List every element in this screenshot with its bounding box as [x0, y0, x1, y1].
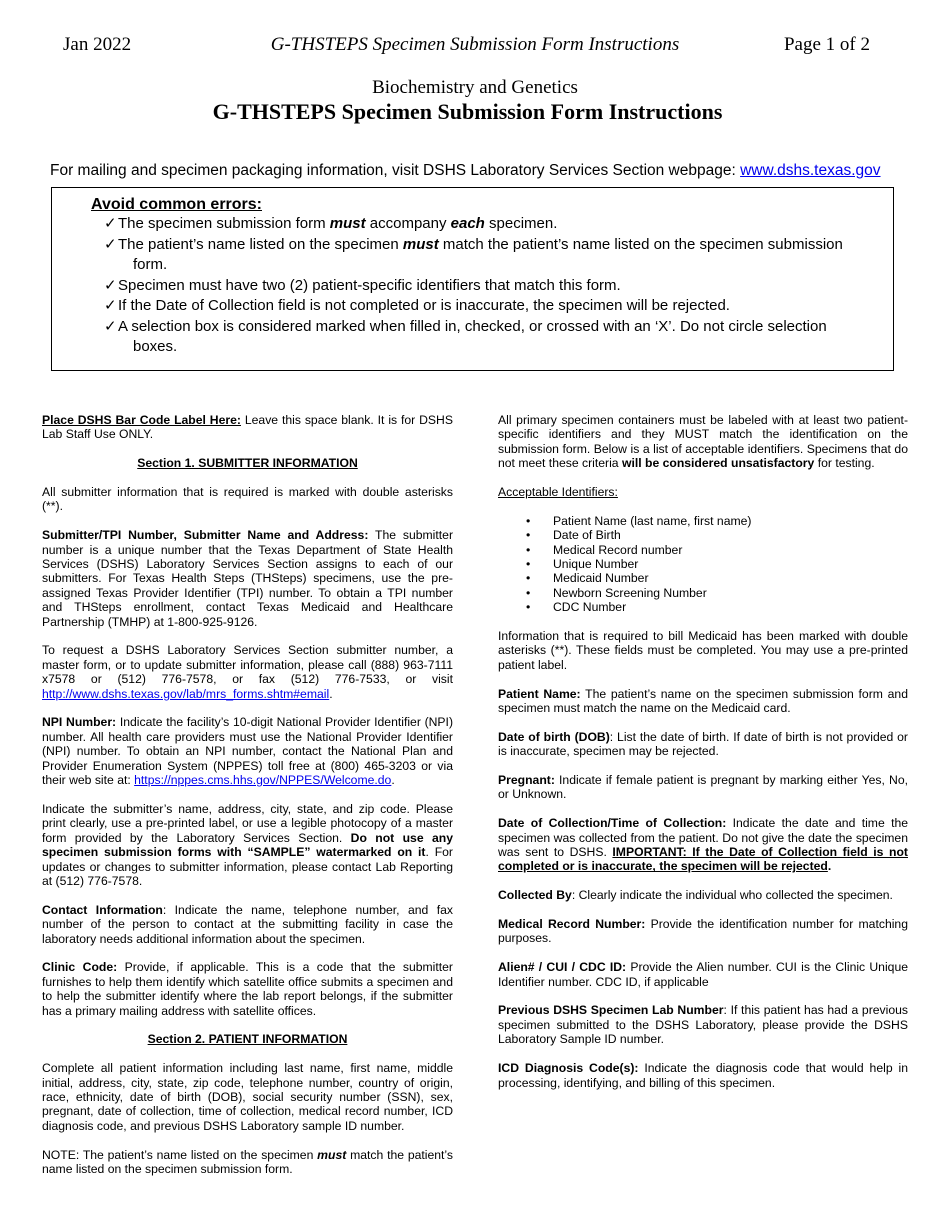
paragraph-text: .: [391, 773, 395, 788]
error-text: The patient’s name listed on the specimen: [118, 235, 403, 253]
tpi-label: Submitter/TPI Number, Submitter Name and Address:: [42, 528, 369, 543]
paragraph-text: for testing.: [814, 456, 875, 471]
paragraph-text: Provide, if applicable. This is a code that the submitter furnishes to help them identify which satellite office submits a specimen and to help the submitter identify where the lab report belongs, if the submitter has a primary mailing address with satellite offices.: [42, 960, 453, 1018]
error-text: Specimen must have two (2) patient-specific identifiers that match this form.: [118, 276, 621, 294]
document-subtitle: Biochemistry and Genetics: [372, 77, 578, 98]
right-column: [498, 413, 908, 1104]
contact-label: Contact Information: [42, 902, 163, 917]
paragraph-text: Leave this space blank. It is for DSHS Lab Staff Use ONLY.: [42, 413, 453, 442]
error-text: If the Date of Collection field is not completed or is inaccurate, the specimen will be rejected.: [118, 297, 730, 314]
paragraph-text: : If this patient has had a previous specimen submitted to the DSHS Laboratory, please provide the DSHS Laboratory Sample ID number.: [498, 1003, 908, 1047]
error-text: specimen.: [484, 215, 558, 232]
checkmark-icon: ✓: [104, 317, 117, 335]
error-item: [104, 214, 883, 235]
error-text: accompany: [365, 215, 451, 232]
previous-specimen-paragraph: [498, 1003, 908, 1046]
required-note: All submitter information that is required is marked with double asterisks (**).: [42, 485, 453, 514]
alien-label: Alien# / CUI / CDC ID:: [498, 960, 627, 975]
common-errors-list: [104, 214, 883, 358]
dob-paragraph: [498, 730, 908, 759]
paragraph-text: All primary specimen containers must be labeled with at least two patient-specific identifiers and they MUST match the identification on the submission form. Below is a list of acceptable identifiers. Specimens that do not meet these criteria: [498, 413, 908, 471]
collection-important: IMPORTANT: If the Date of Collection field is not completed or is inaccurate, the specimen will be rejected: [498, 845, 908, 874]
dob-label: Date of birth (DOB): [498, 729, 610, 744]
header-date: Jan 2022: [63, 34, 132, 55]
patient-name-label: Patient Name:: [498, 686, 581, 701]
header-page-number: Page 1 of 2: [783, 34, 870, 55]
npi-label: NPI Number:: [42, 715, 117, 730]
document-title: G-THSTEPS Specimen Submission Form Instructions: [212, 99, 723, 124]
paragraph-text: Indicate the date and time the specimen was collected from the patient. Do not give the date the specimen was sent to DSHS.: [498, 816, 909, 860]
paragraph-text: The patient’s name on the specimen submission form and specimen must match the name on the Medicaid card.: [498, 686, 908, 716]
collection-label: Date of Collection/Time of Collection:: [498, 816, 727, 831]
sample-warning: Do not use any specimen submission forms with “SAMPLE” watermarked on it: [42, 830, 453, 860]
contact-paragraph: [42, 903, 453, 946]
request-paragraph: [42, 643, 453, 701]
error-item: [104, 296, 883, 317]
paragraph-text: .: [329, 686, 333, 701]
error-item: [104, 276, 883, 297]
error-item: [104, 317, 883, 358]
checkmark-icon: ✓: [104, 215, 117, 232]
error-text: boxes.: [133, 338, 178, 355]
paragraph-text: : Clearly indicate the individual who collected the specimen.: [571, 888, 893, 903]
collection-paragraph: [498, 816, 908, 874]
barcode-label: Place DSHS Bar Code Label Here:: [42, 413, 241, 427]
paragraph-text: : List the date of birth. If date of birth is not provided or is inaccurate, specimen may be rejected.: [498, 729, 908, 759]
error-text: match the patient’s name listed on the specimen submission: [438, 235, 843, 253]
paragraph-text: Provide the identification number for matching purposes.: [498, 917, 908, 946]
paragraph-text: : Indicate the name, telephone number, and fax number of the person to contact at the submitting facility in case the laboratory needs additional information about the specimen.: [42, 902, 453, 946]
acceptable-identifiers-heading: Acceptable Identifiers:: [498, 485, 618, 500]
left-column: [42, 413, 453, 1191]
tpi-paragraph: [42, 528, 453, 629]
mrn-paragraph: [498, 917, 908, 946]
error-item: [104, 235, 883, 276]
section-1-heading: Section 1. SUBMITTER INFORMATION: [137, 456, 358, 471]
checkmark-icon: ✓: [104, 235, 117, 253]
header-title: G-THSTEPS Specimen Submission Form Instructions: [270, 34, 680, 55]
pregnant-paragraph: [498, 773, 908, 802]
barcode-paragraph: [42, 413, 453, 442]
checkmark-icon: ✓: [104, 276, 117, 294]
identifiers-list: [498, 514, 908, 615]
paragraph-text: match the patient’s name listed on the specimen submission form.: [42, 1147, 453, 1176]
paragraph-text: NOTE: The patient’s name listed on the specimen: [42, 1147, 318, 1162]
nppes-link[interactable]: https://nppes.cms.hhs.gov/NPPES/Welcome.do: [134, 773, 392, 788]
npi-paragraph: [42, 715, 453, 787]
dshs-website-link[interactable]: www.dshs.texas.gov: [740, 162, 881, 179]
note-paragraph: [42, 1148, 453, 1177]
section-2-heading: Section 2. PATIENT INFORMATION: [147, 1032, 348, 1047]
list-item: • Newborn Screening Number: [553, 586, 908, 600]
medicaid-paragraph: Information that is required to bill Medicaid has been marked with double asterisks (**). These fields must be completed. You may use a pre-printed patient label.: [498, 629, 908, 672]
unsatisfactory-text: will be considered unsatisfactory: [621, 456, 815, 471]
list-item: • CDC Number: [553, 600, 908, 614]
collected-by-label: Collected By: [498, 888, 572, 903]
collected-by-paragraph: [498, 888, 908, 902]
list-item: • Medicaid Number: [553, 571, 908, 585]
mrs-forms-link[interactable]: http://www.dshs.texas.gov/lab/mrs_forms.shtm#email: [42, 686, 330, 701]
emphasis-text: must: [402, 235, 439, 253]
paragraph-text: .: [827, 859, 832, 874]
paragraph-text: Provide the Alien number. CUI is the Clinic Unique Identifier number. CDC ID, if applicable: [498, 960, 908, 989]
emphasis-text: must: [329, 215, 366, 232]
error-text: form.: [133, 256, 168, 273]
previous-specimen-label: Previous DSHS Specimen Lab Number: [498, 1003, 724, 1018]
list-item: • Patient Name (last name, first name): [553, 514, 908, 528]
complete-info-paragraph: Complete all patient information including last name, first name, middle initial, address, city, state, zip code, telephone number, country of origin, race, ethnicity, date of birth (DOB), social security number (SSN), sex, pregnant, date of collection, time of collection, medical record number, ICD diagnosis code, and previous DSHS Laboratory sample ID number.: [42, 1061, 453, 1133]
pregnant-label: Pregnant:: [498, 773, 555, 788]
mailing-info: [50, 162, 881, 180]
common-errors-heading: Avoid common errors:: [91, 196, 262, 213]
paragraph-text: . For updates or changes to submitter information, please contact Lab Reporting at (512) 776-7578.: [42, 845, 453, 888]
error-text: A selection box is considered marked when filled in, checked, or crossed with an ‘X’. Do not circle selection: [118, 317, 827, 335]
paragraph-text: The submitter number is a unique number that the Texas Department of State Health Services (DSHS) Laboratory Services Section assigns to each of our submitters. For Texas Health Steps (THSteps) specimens, use the pre-assigned Texas Provider Identifier (TPI) number. To obtain a TPI number and THSteps enrollment, contact Texas Medicaid and Healthcare Partnership (TMHP) at 1-800-925-9126.: [42, 528, 454, 629]
emphasis-text: each: [450, 215, 485, 232]
alien-paragraph: [498, 960, 908, 989]
mailing-text: For mailing and specimen packaging information, visit DSHS Laboratory Services Section webpage:: [50, 162, 741, 179]
paragraph-text: Indicate the diagnosis code that would help in processing, identifying, and billing of this specimen.: [498, 1061, 908, 1090]
paragraph-text: To request a DSHS Laboratory Services Section submitter number, a master form, or to update submitter information, please call (888) 963-7111 x7578 or (512) 776-7578, or fax (512) 776-7533, or visit: [42, 643, 453, 687]
paragraph-text: Indicate the submitter’s name, address, city, state, and zip code. Please print clearly, use a pre-printed label, or use a legible photocopy of a master form provided by the Laboratory Services Section.: [42, 801, 453, 845]
address-paragraph: [42, 802, 453, 888]
clinic-paragraph: [42, 960, 453, 1018]
paragraph-text: Indicate the facility’s 10-digit National Provider Identifier (NPI) number. All health care providers must use the National Provider Identifier (NPI) number. To obtain an NPI number, contact the National Plan and Provider Enumeration System (NPPES) toll free at (800) 465-3203 or via their web site at:: [42, 715, 454, 788]
checkmark-icon: ✓: [104, 297, 117, 314]
list-item: • Medical Record number: [553, 543, 908, 557]
icd-paragraph: [498, 1061, 908, 1090]
icd-label: ICD Diagnosis Code(s):: [498, 1061, 639, 1076]
list-item: • Date of Birth: [553, 528, 908, 542]
emphasis-text: must: [317, 1147, 347, 1162]
clinic-label: Clinic Code:: [42, 960, 118, 975]
patient-name-paragraph: [498, 687, 908, 716]
list-item: • Unique Number: [553, 557, 908, 571]
paragraph-text: Indicate if female patient is pregnant by marking either Yes, No, or Unknown.: [498, 773, 908, 802]
common-errors-box: [51, 187, 894, 371]
identifiers-intro: [498, 413, 908, 471]
error-text: The specimen submission form: [118, 215, 330, 232]
mrn-label: Medical Record Number:: [498, 917, 646, 932]
